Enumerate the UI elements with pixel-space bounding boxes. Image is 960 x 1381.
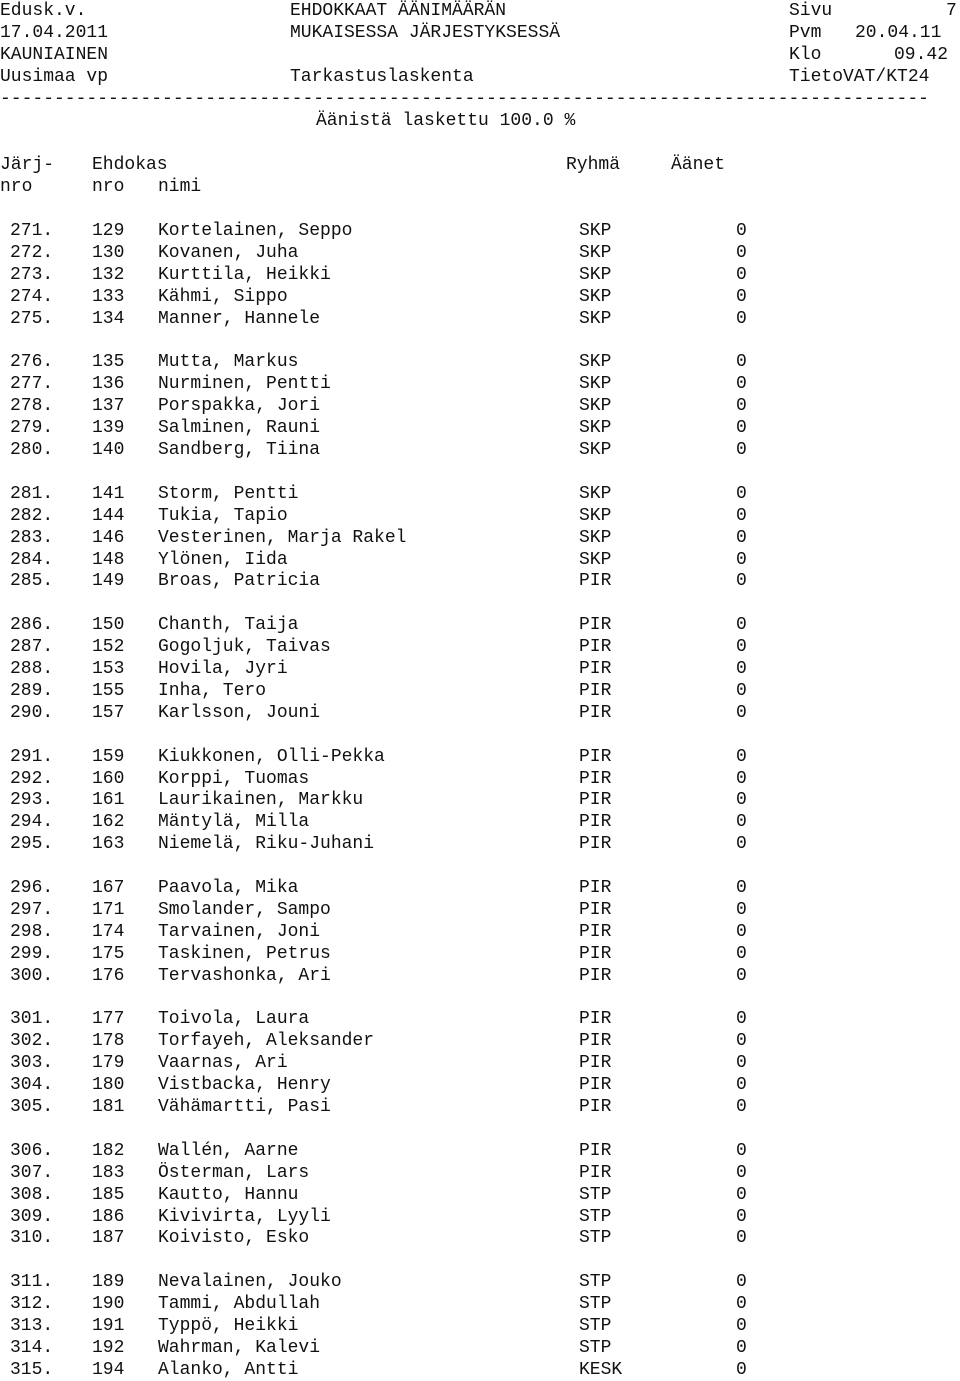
candidate-name: Tammi, Abdullah xyxy=(158,1294,321,1315)
candidate-number: 177 xyxy=(92,1009,125,1030)
order-number: 298. xyxy=(10,921,54,942)
candidate-name: Tukia, Tapio xyxy=(158,505,288,526)
candidate-name: Kortelainen, Seppo xyxy=(158,221,353,241)
party-group: PIR xyxy=(579,1162,612,1183)
vote-count: 0 xyxy=(736,790,747,811)
table-row xyxy=(0,373,960,395)
table-row xyxy=(0,439,960,461)
order-number: 275. xyxy=(10,308,54,329)
table-row xyxy=(0,1030,960,1052)
vote-count: 0 xyxy=(736,286,747,307)
table-row xyxy=(0,483,960,505)
candidate-number: 175 xyxy=(92,943,125,964)
candidate-number: 162 xyxy=(92,812,125,833)
candidate-name: Kautto, Hannu xyxy=(158,1184,299,1205)
candidate-name: Chanth, Taija xyxy=(158,615,299,636)
candidate-number: 159 xyxy=(92,746,125,767)
order-number: 303. xyxy=(10,1053,54,1074)
candidate-number: 157 xyxy=(92,702,125,723)
table-row xyxy=(0,877,960,899)
table-row xyxy=(0,943,960,965)
party-group: PIR xyxy=(579,943,612,964)
table-row xyxy=(0,527,960,549)
candidate-number: 155 xyxy=(92,680,125,701)
candidate-name: Smolander, Sampo xyxy=(158,899,331,920)
party-group: PIR xyxy=(579,637,612,658)
table-row xyxy=(0,833,960,855)
candidate-name: Typpö, Heikki xyxy=(158,1316,299,1336)
table-row xyxy=(0,1096,960,1118)
order-number: 312. xyxy=(10,1294,54,1315)
order-number: 277. xyxy=(10,374,54,395)
order-number: 306. xyxy=(10,1140,54,1161)
vote-count: 0 xyxy=(736,659,747,679)
candidate-number: 167 xyxy=(92,878,125,898)
col-header-nimi: nimi xyxy=(158,177,202,197)
candidate-name: Tarvainen, Joni xyxy=(158,921,321,942)
table-row xyxy=(0,811,960,833)
candidate-number: 132 xyxy=(92,264,125,285)
table-row xyxy=(0,965,960,987)
vote-count: 0 xyxy=(736,746,747,767)
party-group: PIR xyxy=(579,965,612,986)
order-number: 307. xyxy=(10,1162,54,1183)
vote-count: 0 xyxy=(736,615,747,636)
candidate-name: Karlsson, Jouni xyxy=(158,702,321,723)
vote-count: 0 xyxy=(736,943,747,964)
party-group: STP xyxy=(579,1272,612,1293)
candidate-name: Wahrman, Kalevi xyxy=(158,1337,321,1358)
order-number: 293. xyxy=(10,790,54,811)
order-number: 273. xyxy=(10,264,54,285)
party-group: PIR xyxy=(579,659,612,679)
order-number: 289. xyxy=(10,680,54,701)
vote-count: 0 xyxy=(736,264,747,285)
candidate-name: Nurminen, Pentti xyxy=(158,374,331,395)
table-row xyxy=(0,1315,960,1337)
table-row xyxy=(0,308,960,330)
candidate-number: 134 xyxy=(92,308,125,329)
party-group: SKP xyxy=(579,308,612,329)
candidate-number: 186 xyxy=(92,1206,125,1227)
vote-count: 0 xyxy=(736,1228,747,1249)
table-row xyxy=(0,570,960,592)
order-number: 274. xyxy=(10,286,54,307)
order-number: 304. xyxy=(10,1075,54,1096)
vote-count: 0 xyxy=(736,680,747,701)
order-number: 286. xyxy=(10,615,54,636)
candidate-number: 152 xyxy=(92,637,125,658)
candidate-name: Salminen, Rauni xyxy=(158,418,321,439)
order-number: 301. xyxy=(10,1009,54,1030)
party-group: PIR xyxy=(579,571,612,592)
vote-count: 0 xyxy=(736,418,747,439)
order-number: 313. xyxy=(10,1316,54,1336)
candidate-name: Mäntylä, Milla xyxy=(158,812,310,833)
order-number: 296. xyxy=(10,878,54,898)
candidate-number: 148 xyxy=(92,549,125,570)
col-header-nro: nro xyxy=(0,177,33,197)
candidate-name: Österman, Lars xyxy=(158,1162,310,1183)
party-group: SKP xyxy=(579,374,612,395)
table-row xyxy=(0,1074,960,1096)
candidate-name: Korppi, Tuomas xyxy=(158,768,310,789)
vote-count: 0 xyxy=(736,1316,747,1336)
vote-count: 0 xyxy=(736,1337,747,1358)
vote-count: 0 xyxy=(736,1009,747,1030)
vote-count: 0 xyxy=(736,352,747,373)
order-number: 302. xyxy=(10,1031,54,1052)
order-number: 287. xyxy=(10,637,54,658)
candidate-name: Storm, Pentti xyxy=(158,483,299,504)
col-header-ryhma: Ryhmä xyxy=(566,155,621,175)
candidate-name: Vaarnas, Ari xyxy=(158,1053,288,1074)
candidate-number: 137 xyxy=(92,396,125,417)
candidate-name: Broas, Patricia xyxy=(158,571,321,592)
party-group: SKP xyxy=(579,352,612,373)
table-row xyxy=(0,614,960,636)
party-group: SKP xyxy=(579,221,612,241)
candidate-name: Kiukkonen, Olli-Pekka xyxy=(158,746,385,767)
candidate-name: Ylönen, Iida xyxy=(158,549,288,570)
candidate-name: Mutta, Markus xyxy=(158,352,299,373)
report-title-line1: EHDOKKAAT ÄÄNIMÄÄRÄN xyxy=(290,1,507,21)
party-group: PIR xyxy=(579,1075,612,1096)
party-group: PIR xyxy=(579,790,612,811)
vote-count: 0 xyxy=(736,1206,747,1227)
order-number: 311. xyxy=(10,1272,54,1293)
vote-count: 0 xyxy=(736,1053,747,1074)
vote-count: 0 xyxy=(736,637,747,658)
candidate-name: Paavola, Mika xyxy=(158,878,299,898)
order-number: 288. xyxy=(10,659,54,679)
candidate-name: Koivisto, Esko xyxy=(158,1228,310,1249)
party-group: SKP xyxy=(579,242,612,263)
candidate-name: Sandberg, Tiina xyxy=(158,440,321,460)
candidate-number: 191 xyxy=(92,1316,125,1336)
candidate-number: 136 xyxy=(92,374,125,395)
vote-count: 0 xyxy=(736,242,747,263)
vote-count: 0 xyxy=(736,1162,747,1183)
table-row xyxy=(0,242,960,264)
party-group: SKP xyxy=(579,527,612,548)
table-row xyxy=(0,1052,960,1074)
party-group: STP xyxy=(579,1316,612,1336)
party-group: KESK xyxy=(579,1359,623,1380)
vote-count: 0 xyxy=(736,221,747,241)
table-row xyxy=(0,417,960,439)
party-group: PIR xyxy=(579,680,612,701)
candidate-number: 181 xyxy=(92,1097,125,1117)
candidate-number: 192 xyxy=(92,1337,125,1358)
vote-count: 0 xyxy=(736,549,747,570)
candidate-number: 171 xyxy=(92,899,125,920)
table-row xyxy=(0,636,960,658)
table-row xyxy=(0,264,960,286)
candidate-number: 185 xyxy=(92,1184,125,1205)
order-number: 309. xyxy=(10,1206,54,1227)
order-number: 283. xyxy=(10,527,54,548)
candidate-name: Taskinen, Petrus xyxy=(158,943,331,964)
vote-count: 0 xyxy=(736,483,747,504)
table-row xyxy=(0,921,960,943)
table-row xyxy=(0,1293,960,1315)
order-number: 310. xyxy=(10,1228,54,1249)
party-group: SKP xyxy=(579,286,612,307)
candidate-name: Kovanen, Juha xyxy=(158,242,299,263)
vote-count: 0 xyxy=(736,1184,747,1205)
candidate-number: 163 xyxy=(92,834,125,855)
candidate-number: 144 xyxy=(92,505,125,526)
party-group: PIR xyxy=(579,1140,612,1161)
table-row xyxy=(0,658,960,680)
table-row xyxy=(0,1184,960,1206)
candidate-number: 149 xyxy=(92,571,125,592)
party-group: PIR xyxy=(579,834,612,855)
order-number: 280. xyxy=(10,440,54,460)
table-row xyxy=(0,1359,960,1381)
party-group: STP xyxy=(579,1294,612,1315)
order-number: 315. xyxy=(10,1359,54,1380)
candidate-number: 150 xyxy=(92,615,125,636)
candidate-number: 161 xyxy=(92,790,125,811)
order-number: 290. xyxy=(10,702,54,723)
page-label: Sivu xyxy=(789,1,833,21)
vote-count: 0 xyxy=(736,396,747,417)
candidate-number: 140 xyxy=(92,440,125,460)
candidate-number: 180 xyxy=(92,1075,125,1096)
candidate-number: 182 xyxy=(92,1140,125,1161)
order-number: 272. xyxy=(10,242,54,263)
candidate-number: 174 xyxy=(92,921,125,942)
order-number: 291. xyxy=(10,746,54,767)
order-number: 314. xyxy=(10,1337,54,1358)
candidate-number: 146 xyxy=(92,527,125,548)
party-group: SKP xyxy=(579,264,612,285)
candidate-number: 189 xyxy=(92,1272,125,1293)
candidate-name: Alanko, Antti xyxy=(158,1359,299,1380)
candidate-number: 133 xyxy=(92,286,125,307)
table-row xyxy=(0,1271,960,1293)
party-group: PIR xyxy=(579,899,612,920)
party-group: PIR xyxy=(579,768,612,789)
order-number: 284. xyxy=(10,549,54,570)
candidate-name: Kähmi, Sippo xyxy=(158,286,288,307)
vote-count: 0 xyxy=(736,1294,747,1315)
party-group: PIR xyxy=(579,1031,612,1052)
order-number: 297. xyxy=(10,899,54,920)
electoral-district: Uusimaa vp xyxy=(0,67,109,87)
candidate-name: Porspakka, Jori xyxy=(158,396,321,417)
candidate-name: Niemelä, Riku-Juhani xyxy=(158,834,375,855)
vote-count: 0 xyxy=(736,899,747,920)
order-number: 285. xyxy=(10,571,54,592)
vote-count: 0 xyxy=(736,1031,747,1052)
order-number: 278. xyxy=(10,396,54,417)
party-group: PIR xyxy=(579,1097,612,1117)
klo-label: Klo xyxy=(789,45,822,65)
pvm-label: Pvm xyxy=(789,23,822,43)
vote-count: 0 xyxy=(736,505,747,526)
vote-count: 0 xyxy=(736,308,747,329)
order-number: 305. xyxy=(10,1097,54,1117)
order-number: 300. xyxy=(10,965,54,986)
candidate-name: Gogoljuk, Taivas xyxy=(158,637,331,658)
party-group: SKP xyxy=(579,483,612,504)
candidate-number: 160 xyxy=(92,768,125,789)
candidate-name: Wallén, Aarne xyxy=(158,1140,299,1161)
separator-line: -------------------------------------------------------------------------------------- xyxy=(0,89,929,109)
print-time: 09.42 xyxy=(894,45,949,65)
order-number: 281. xyxy=(10,483,54,504)
vote-count: 0 xyxy=(736,1140,747,1161)
vote-count: 0 xyxy=(736,1097,747,1117)
party-group: SKP xyxy=(579,418,612,439)
candidate-name: Hovila, Jyri xyxy=(158,659,288,679)
party-group: PIR xyxy=(579,921,612,942)
table-row xyxy=(0,1162,960,1184)
table-row xyxy=(0,1337,960,1359)
col-header-aanet: Äänet xyxy=(671,155,726,175)
table-row xyxy=(0,768,960,790)
party-group: PIR xyxy=(579,702,612,723)
candidate-number: 194 xyxy=(92,1359,125,1380)
vote-count: 0 xyxy=(736,527,747,548)
candidate-name: Manner, Hannele xyxy=(158,308,321,329)
vote-count: 0 xyxy=(736,571,747,592)
vote-count: 0 xyxy=(736,878,747,898)
order-number: 271. xyxy=(10,221,54,241)
candidate-number: 135 xyxy=(92,352,125,373)
table-row xyxy=(0,1227,960,1249)
candidate-name: Kurttila, Heikki xyxy=(158,264,331,285)
order-number: 308. xyxy=(10,1184,54,1205)
candidate-number: 141 xyxy=(92,483,125,504)
table-row xyxy=(0,1140,960,1162)
candidate-name: Toivola, Laura xyxy=(158,1009,310,1030)
candidate-name: Kivivirta, Lyyli xyxy=(158,1206,331,1227)
candidate-number: 176 xyxy=(92,965,125,986)
candidate-number: 187 xyxy=(92,1228,125,1249)
party-group: PIR xyxy=(579,812,612,833)
candidate-number: 179 xyxy=(92,1053,125,1074)
print-date: 20.04.11 xyxy=(855,23,942,43)
municipality: KAUNIAINEN xyxy=(0,45,109,65)
party-group: PIR xyxy=(579,615,612,636)
table-row xyxy=(0,899,960,921)
party-group: PIR xyxy=(579,878,612,898)
party-group: SKP xyxy=(579,549,612,570)
vote-count: 0 xyxy=(736,812,747,833)
table-row xyxy=(0,702,960,724)
party-group: SKP xyxy=(579,440,612,460)
table-row xyxy=(0,351,960,373)
vote-count: 0 xyxy=(736,1272,747,1293)
candidate-number: 129 xyxy=(92,221,125,241)
table-row xyxy=(0,789,960,811)
candidate-number: 190 xyxy=(92,1294,125,1315)
party-group: STP xyxy=(579,1228,612,1249)
col-header-candidate-nro: nro xyxy=(92,177,125,197)
candidate-name: Vistbacka, Henry xyxy=(158,1075,331,1096)
candidate-name: Inha, Tero xyxy=(158,680,267,701)
vote-count: 0 xyxy=(736,768,747,789)
candidate-name: Torfayeh, Aleksander xyxy=(158,1031,375,1052)
candidate-number: 139 xyxy=(92,418,125,439)
vote-count: 0 xyxy=(736,374,747,395)
vote-count: 0 xyxy=(736,834,747,855)
page-number: 7 xyxy=(946,1,957,21)
table-row xyxy=(0,1008,960,1030)
table-row xyxy=(0,395,960,417)
party-group: PIR xyxy=(579,1009,612,1030)
candidate-number: 178 xyxy=(92,1031,125,1052)
vote-count: 0 xyxy=(736,1359,747,1380)
table-row xyxy=(0,220,960,242)
table-row xyxy=(0,505,960,527)
order-number: 292. xyxy=(10,768,54,789)
candidate-name: Vähämartti, Pasi xyxy=(158,1097,331,1117)
party-group: STP xyxy=(579,1206,612,1227)
calculation-type: Tarkastuslaskenta xyxy=(290,67,474,87)
candidate-name: Laurikainen, Markku xyxy=(158,790,364,811)
candidate-number: 130 xyxy=(92,242,125,263)
table-row xyxy=(0,1206,960,1228)
table-row xyxy=(0,286,960,308)
party-group: PIR xyxy=(579,746,612,767)
candidate-name: Vesterinen, Marja Rakel xyxy=(158,527,407,548)
party-group: STP xyxy=(579,1337,612,1358)
candidate-name: Nevalainen, Jouko xyxy=(158,1272,342,1293)
col-header-jarj: Järj- xyxy=(0,155,55,175)
party-group: STP xyxy=(579,1184,612,1205)
system-id: TietoVAT/KT24 xyxy=(789,67,930,87)
order-number: 294. xyxy=(10,812,54,833)
party-group: SKP xyxy=(579,505,612,526)
order-number: 299. xyxy=(10,943,54,964)
order-number: 282. xyxy=(10,505,54,526)
party-group: SKP xyxy=(579,396,612,417)
vote-count: 0 xyxy=(736,965,747,986)
order-number: 276. xyxy=(10,352,54,373)
vote-count: 0 xyxy=(736,1075,747,1096)
candidate-number: 183 xyxy=(92,1162,125,1183)
table-row xyxy=(0,549,960,571)
party-group: PIR xyxy=(579,1053,612,1074)
table-row xyxy=(0,746,960,768)
candidate-number: 153 xyxy=(92,659,125,679)
vote-count: 0 xyxy=(736,440,747,460)
counted-status: Äänistä laskettu 100.0 % xyxy=(316,111,576,131)
vote-count: 0 xyxy=(736,702,747,723)
org-label: Edusk.v. xyxy=(0,1,87,21)
candidate-name: Tervashonka, Ari xyxy=(158,965,331,986)
table-row xyxy=(0,680,960,702)
vote-count: 0 xyxy=(736,921,747,942)
col-header-ehdokas: Ehdokas xyxy=(92,155,168,175)
election-date: 17.04.2011 xyxy=(0,23,109,43)
report-title-line2: MUKAISESSA JÄRJESTYKSESSÄ xyxy=(290,23,561,43)
order-number: 295. xyxy=(10,834,54,855)
order-number: 279. xyxy=(10,418,54,439)
